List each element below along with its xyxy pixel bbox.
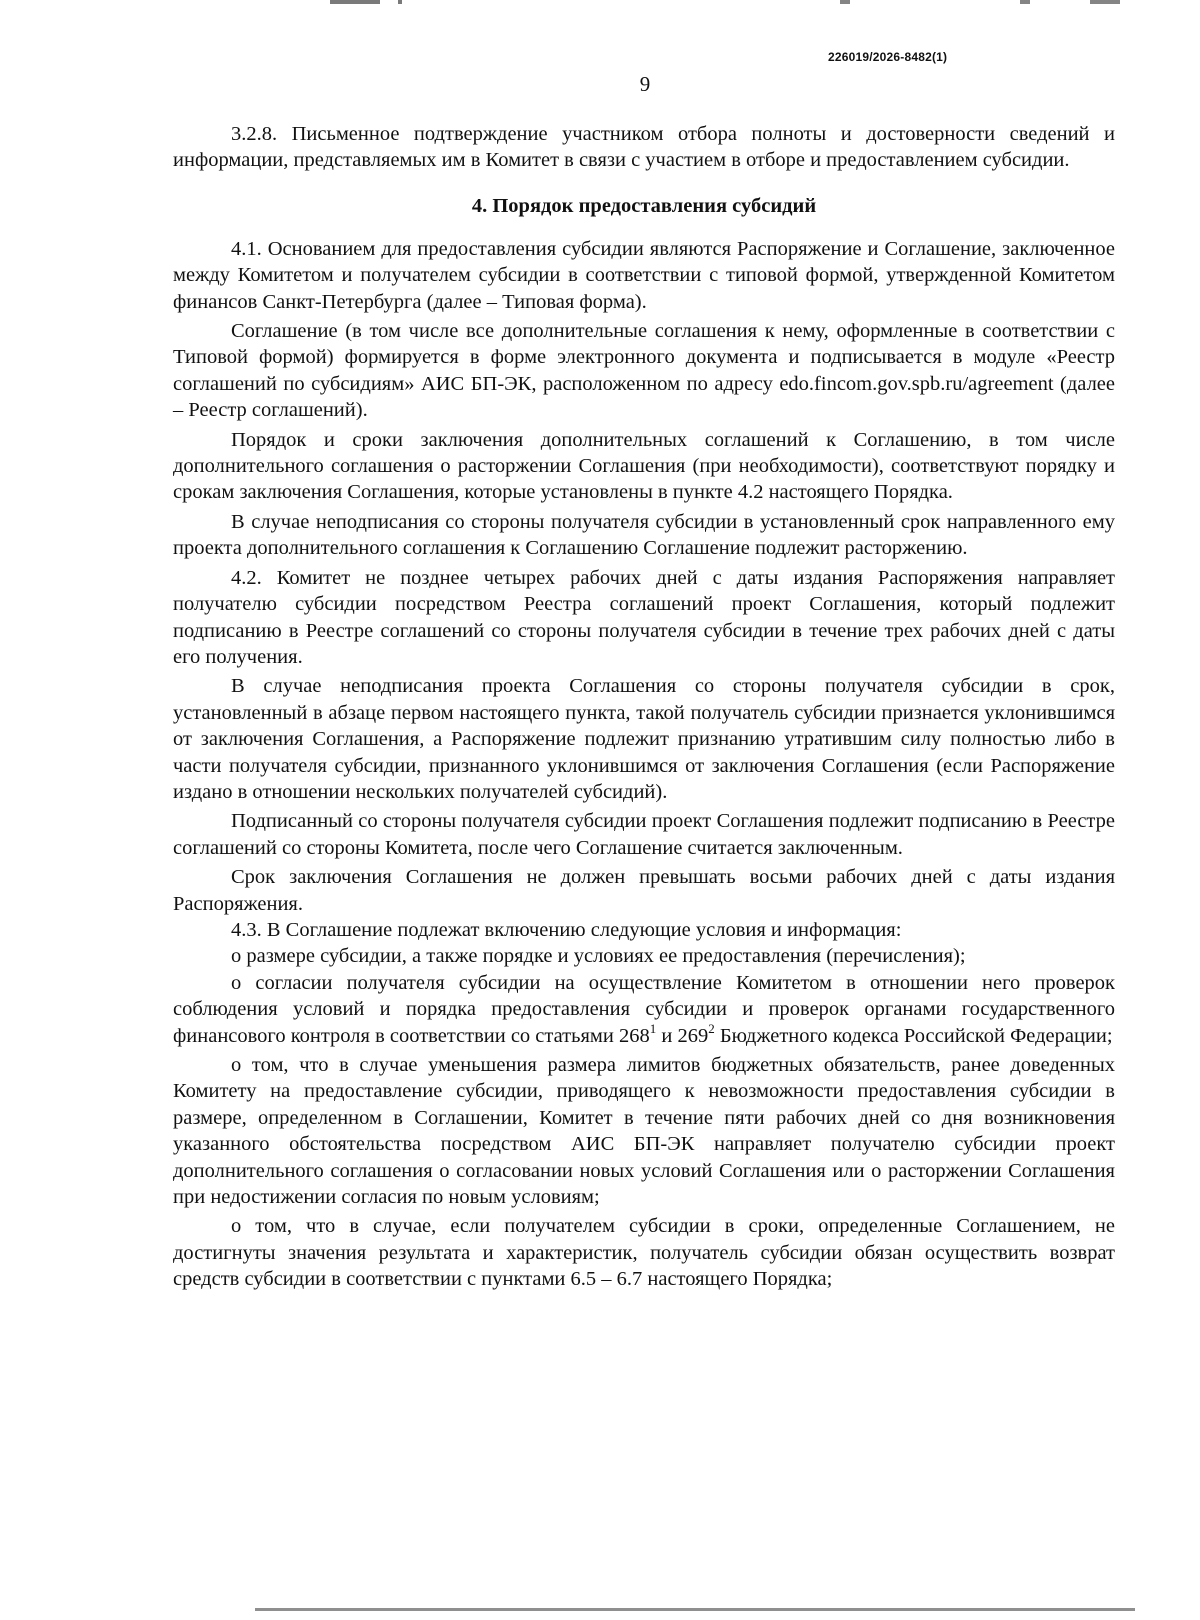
document-body — [173, 121, 1115, 1293]
paragraph-budget-limits: о том, что в случае уменьшения размера лимитов бюджетных обязательств, ранее доведенных Комитету на предоставление субсидии, приводящего к невозможности предоставления субсидии в размере, определенном в Соглашении, Комитет в течение пяти рабочих дней со дня возникновения указанного обстоятельства посредством АИС БП-ЭК направляет получателю субсидии проект дополнительного соглашения о согласовании новых условий Соглашения или о расторжении Соглашения при недостижении согласия по новым условиям; — [173, 1054, 1115, 1209]
document-registration-number: 226019/2026-8482(1) — [828, 50, 948, 64]
paragraph-signed-project: Подписанный со стороны получателя субсидии проект Соглашения подлежит подписанию в Реестре соглашений со стороны Комитета, после чего Соглашение считается заключенным. — [173, 810, 1115, 859]
paragraph-unsigned-project: В случае неподписания проекта Соглашения со стороны получателя субсидии в срок, установленный в абзаце первом настоящего пункта, такой получатель субсидии признается уклонившимся от заключения Соглашения, а Распоряжение подлежит признанию утратившим силу полностью либо в части получателя субсидии, признанного уклонившимся от заключения Соглашения (если Распоряжение издано в отношении нескольких получателей субсидий). — [173, 675, 1115, 803]
paragraph-conclusion-deadline: Срок заключения Соглашения не должен превышать восьми рабочих дней с даты издания Распоряжения. — [173, 866, 1115, 915]
paragraph-subsidy-return: о том, что в случае, если получателем субсидии в сроки, определенные Соглашением, не достигнуты значения результата и характеристик, получатель субсидии обязан осуществить возврат средств субсидии в соответствии с пунктами 6.5 – 6.7 настоящего Порядка; — [173, 1215, 1115, 1291]
consent-text-start: о согласии получателя субсидии на осуществление Комитетом в отношении него проверок соблюдения условий и порядка предоставления субсидии и проверок органами государственного финансового контроля в соответствии со статьями 268 — [173, 971, 1115, 1047]
paragraph-unsigned-additional: В случае неподписания со стороны получателя субсидии в установленный срок направленного ему проекта дополнительного соглашения к Соглашению Соглашение подлежит расторжению. — [173, 510, 1115, 560]
paragraph-subsidy-amount: о размере субсидии, а также порядке и условиях ее предоставления (перечисления); — [231, 945, 966, 968]
paragraph-consent-to-audits — [173, 970, 1115, 1049]
page-number: 9 — [639, 72, 651, 96]
footnote-superscript-2: 2 — [708, 1020, 715, 1036]
paragraph-4-3: 4.3. В Соглашение подлежат включению следующие условия и информация: — [231, 918, 902, 941]
consent-text-end: Бюджетного кодекса Российской Федерации; — [714, 1024, 1113, 1047]
scan-edge-top — [320, 0, 1120, 4]
footnote-superscript-1: 1 — [649, 1020, 657, 1036]
paragraph-4-1: 4.1. Основанием для предоставления субсидии являются Распоряжение и Соглашение, заключенное между Комитетом и получателем субсидии в соответствии с типовой формой, утвержденной Комитетом финансов Санкт-Петербурга (далее – Типовая форма). — [173, 237, 1115, 313]
paragraph-3-2-8: 3.2.8. Письменное подтверждение участником отбора полноты и достоверности сведений и информации, представляемых им в Комитет в связи с участием в отборе и предоставлением субсидии. — [173, 123, 1115, 172]
paragraph-order-and-terms: Порядок и сроки заключения дополнительных соглашений к Соглашению, в том числе дополнительного соглашения о расторжении Соглашения (при необходимости), соответствуют порядку и срокам заключения Соглашения, которые установлены в пункте 4.2 настоящего Порядка. — [173, 428, 1115, 504]
paragraph-4-2: 4.2. Комитет не позднее четырех рабочих дней с даты издания Распоряжения направляет получателю субсидии посредством Реестра соглашений проект Соглашения, который подлежит подписанию в Реестре соглашений со стороны получателя субсидии в течение трех рабочих дней с даты его получения. — [173, 566, 1115, 668]
scan-edge-bottom — [255, 1608, 1135, 1611]
consent-text-and: и 269 — [656, 1024, 709, 1047]
paragraph-agreement-form: Соглашение (в том числе все дополнительные соглашения к нему, оформленные в соответствии с Типовой формой) формируется в форме электронного документа и подписывается в модуле «Реестр соглашений по субсидиям» АИС БП-ЭК, расположенном по адресу edo.fincom.gov.spb.ru/agreement (далее – Реестр соглашений). — [173, 320, 1115, 422]
section-heading: 4. Порядок предоставления субсидий — [471, 194, 817, 217]
